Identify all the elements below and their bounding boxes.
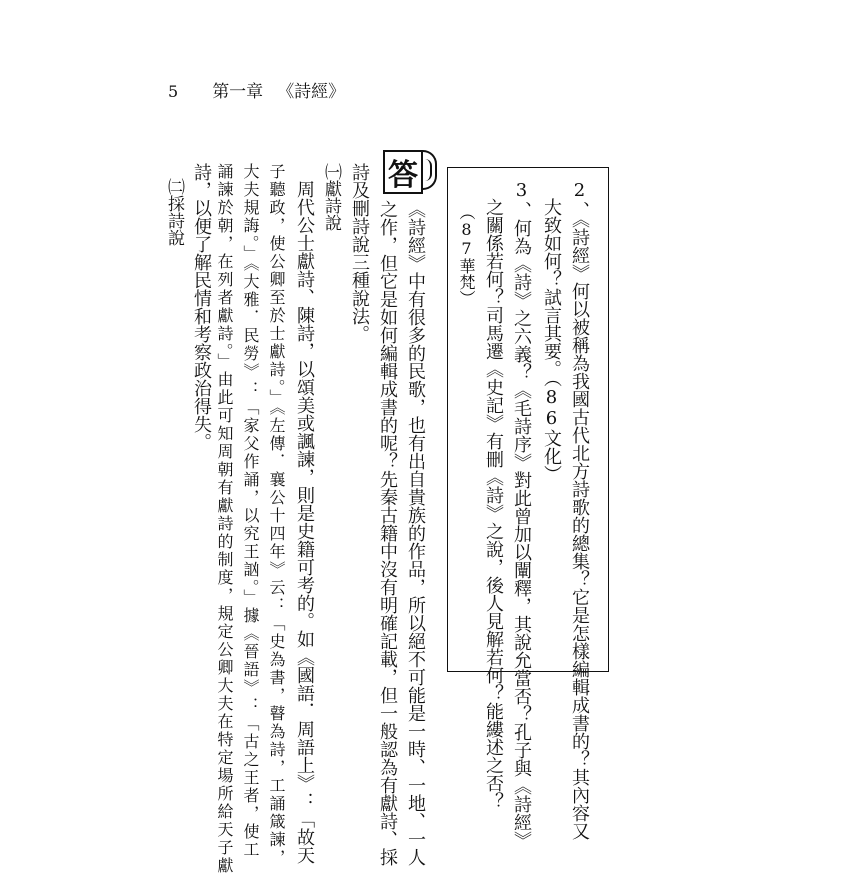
chapter-label: 第一章: [212, 82, 264, 102]
section-1-line-5: 詩，以便了解民情和考察政治得失。: [191, 163, 212, 451]
question-2-line-2: 大致如何？試言其要。（86文化）: [541, 198, 562, 483]
answer-intro-line-2: 之作，但它是如何編輯成書的呢？先秦古籍中沒有明確記載，但一般認為有獻詩、採: [377, 200, 398, 866]
question-3-line-1: 3、何為《詩》之六義？《毛詩序》對此曾加以闡釋，其說允當否？孔子與《詩經》: [511, 180, 532, 849]
chapter-title: 《詩經》: [277, 82, 346, 102]
section-1-line-2: 子聽政，使公卿至於士獻詩。」《左傳．襄公十四年》云：「史為書，瞽為詩，工誦箴諫，: [267, 163, 286, 867]
section-1-line-4: 誦諫於朝，在列者獻詩。」由此可知周朝有獻詩的制度，規定公卿大夫在特定場所給天子獻: [215, 163, 234, 875]
page-number: 5: [168, 82, 179, 101]
question-2-line-1: 2、《詩經》何以被稱為我國古代北方詩歌的總集？它是怎樣編輯成書的？其內容又: [569, 180, 590, 840]
answer-intro-line-3: 詩及刪詩說三種說法。: [349, 163, 370, 343]
section-1-line-3: 大夫規誨。」《大雅．民勞》：「家父作誦，以究王訩。」據《晉語》：「古之王者，使工: [241, 163, 260, 859]
question-3-line-3: （87華梵）: [457, 204, 476, 306]
answer-badge-tail: [423, 150, 437, 190]
section-1-heading: ㈠獻詩說: [321, 163, 341, 231]
question-3-line-2: 之關係若何？司馬遷《史記》有刪《詩》之說，後人見解若何？能縷述之否？: [483, 198, 504, 810]
answer-badge: 答: [383, 150, 423, 194]
section-2-heading: ㈡採詩說: [164, 178, 184, 246]
answer-intro-line-1: 《詩經》中有很多的民歌，也有出自貴族的作品，所以絕不可能是一時、一地、一人: [405, 200, 426, 866]
page-header: [168, 84, 345, 101]
section-1-line-1: 周代公士獻詩、陳詩，以頌美或諷諫，則是史籍可考的。如《國語．周語上》：「故天: [294, 180, 315, 864]
